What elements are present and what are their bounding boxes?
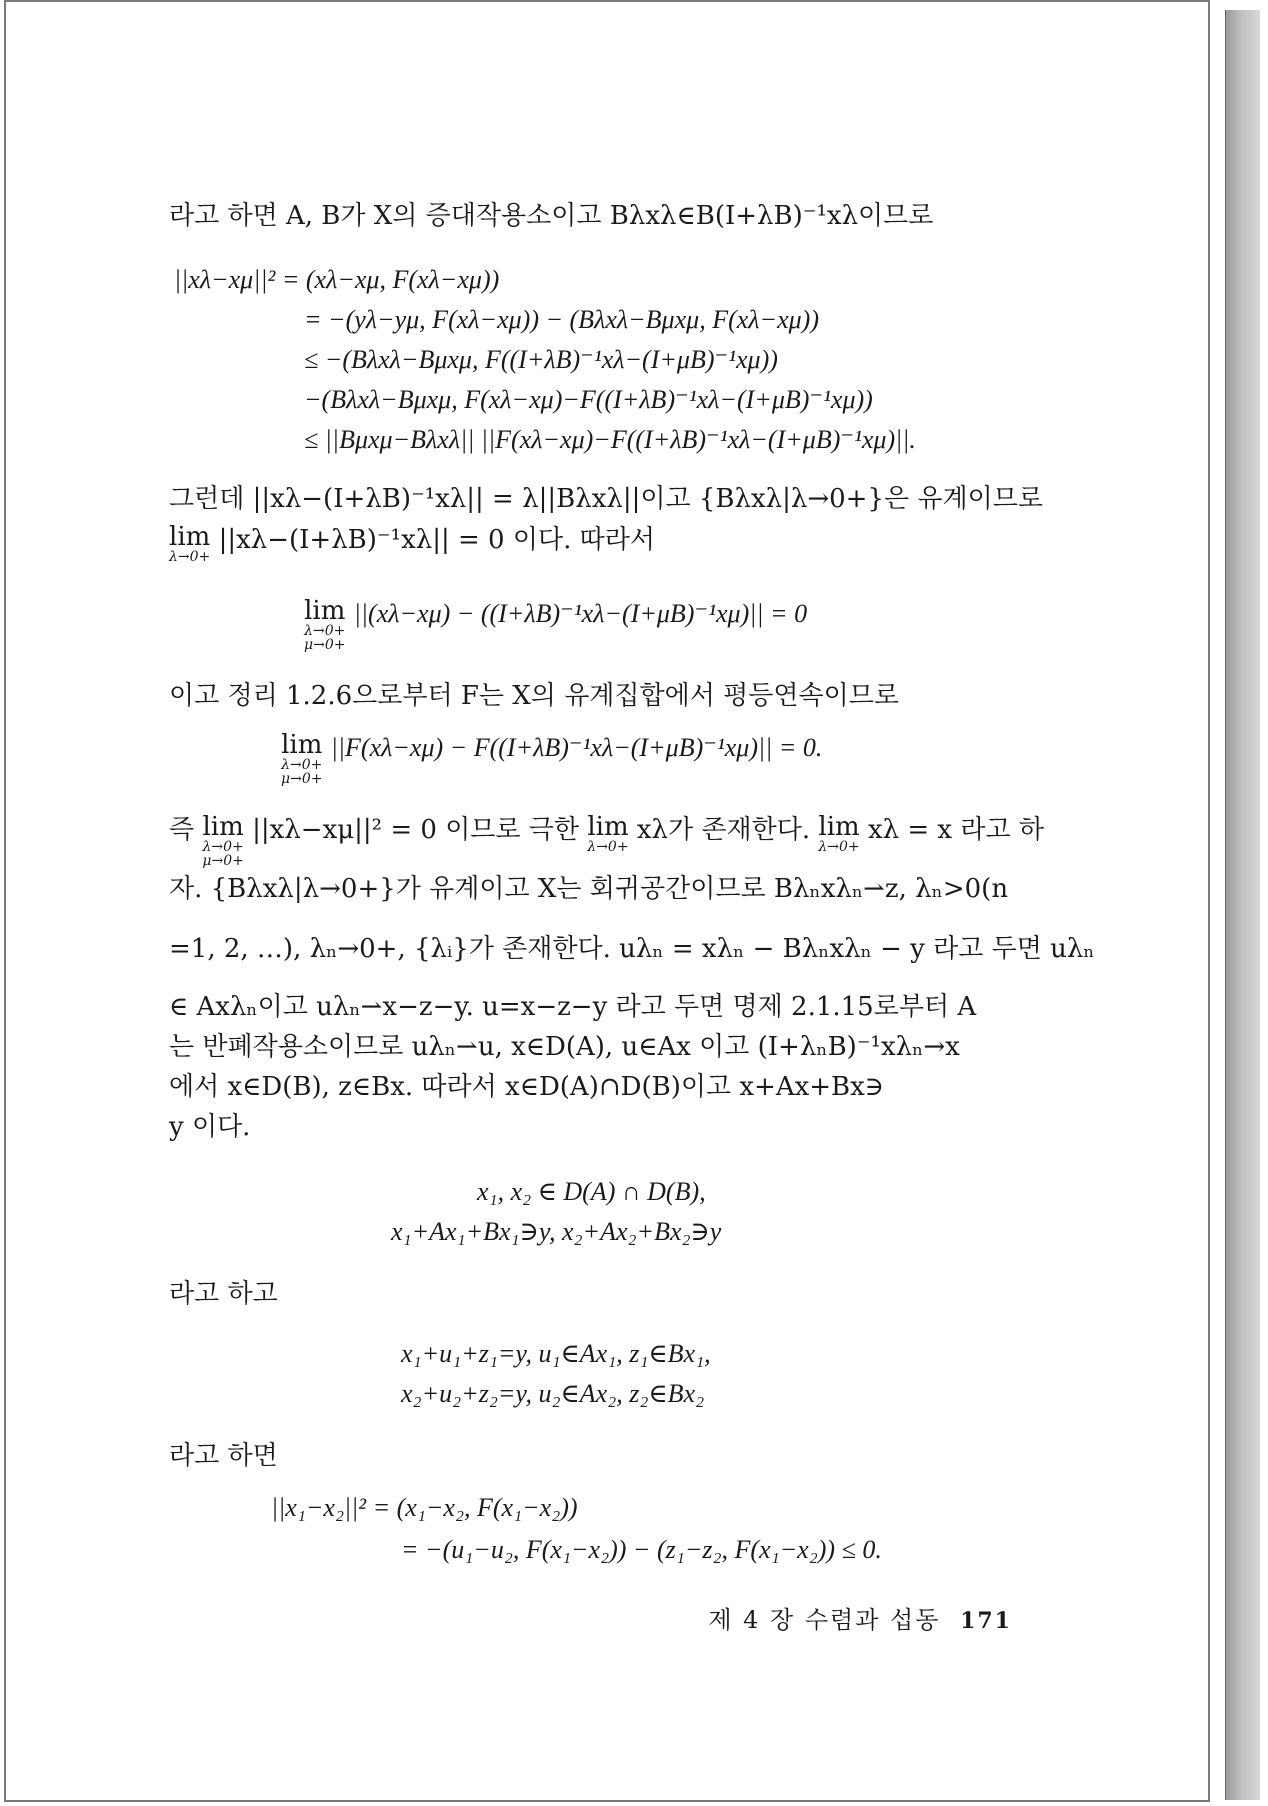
page-edge-shadow — [1225, 10, 1260, 1800]
chapter-title: 제 4 장 수렴과 섭동 — [708, 1606, 941, 1634]
equation-6-line-1: ||x₁−x₂||² = (x₁−x₂, F(x₁−x₂)) — [271, 1493, 578, 1522]
paragraph-3: 이고 정리 1.2.6으로부터 F는 X의 유계집합에서 평등연속이므로 — [169, 681, 899, 711]
equation-4-line-1: x₁, x₂ ∈ D(A) ∩ D(B), — [477, 1177, 706, 1206]
equation-1-line-1: ||xλ−xμ||² = (xλ−xμ, F(xλ−xμ)) — [174, 265, 500, 294]
equation-2: lim λ→0+ μ→0+ ||(xλ−xμ) − ((I+λB)⁻¹xλ−(I+μB)⁻¹xμ)|| = 0 — [304, 596, 808, 653]
paragraph-1: 라고 하면 A, B가 X의 증대작용소이고 Bλxλ∈B(I+λB)⁻¹xλ이므로 — [169, 201, 934, 231]
paragraph-12: 라고 하면 — [169, 1441, 278, 1471]
lim-operator: lim λ→0+ — [169, 522, 211, 565]
book-page — [4, 0, 1210, 1802]
paragraph-11: 라고 하고 — [169, 1279, 278, 1309]
paragraph-4: 즉 lim λ→0+ μ→0+ ||xλ−xμ||² = 0 이므로 극한 lim λ→0+ xλ가 존재한다. lim λ→0+ xλ = x 라고 하 — [169, 812, 1044, 869]
paragraph-6: =1, 2, …), λₙ→0+, {λᵢ}가 존재한다. uλₙ = xλₙ − Bλₙxλₙ − y 라고 두면 uλₙ — [169, 934, 1095, 964]
paragraph-10: y 이다. — [169, 1112, 251, 1142]
paragraph-9: 에서 x∈D(B), z∈Bx. 따라서 x∈D(A)∩D(B)이고 x+Ax+Bx∋ — [169, 1072, 885, 1102]
equation-1-line-2: = −(yλ−yμ, F(xλ−xμ)) − (Bλxλ−Bμxμ, F(xλ−xμ)) — [304, 305, 819, 334]
equation-3: lim λ→0+ μ→0+ ||F(xλ−xμ) − F((I+λB)⁻¹xλ−(I+μB)⁻¹xμ)|| = 0. — [281, 730, 823, 787]
page-footer — [708, 1600, 1012, 1635]
lim-operator: lim λ→0+ — [587, 812, 629, 855]
page-number: 171 — [960, 1608, 1012, 1634]
equation-1-line-4: −(Bλxλ−Bμxμ, F(xλ−xμ)−F((I+λB)⁻¹xλ−(I+μB)⁻¹xμ)) — [304, 385, 873, 414]
equation-4-line-2: x₁+Ax₁+Bx₁∋y, x₂+Ax₂+Bx₂∋y — [391, 1217, 722, 1246]
paragraph-2b: lim λ→0+ ||xλ−(I+λB)⁻¹xλ|| = 0 이다. 따라서 — [169, 522, 655, 565]
equation-1-line-3: ≤ −(Bλxλ−Bμxμ, F((I+λB)⁻¹xλ−(I+μB)⁻¹xμ)) — [304, 345, 778, 374]
lim-operator: lim λ→0+ μ→0+ — [202, 812, 244, 869]
paragraph-7: ∈ Axλₙ이고 uλₙ⇀x−z−y. u=x−z−y 라고 두면 명제 2.1.15로부터 A — [169, 992, 977, 1022]
lim-operator: lim λ→0+ μ→0+ — [281, 730, 323, 787]
equation-6-line-2: = −(u₁−u₂, F(x₁−x₂)) − (z₁−z₂, F(x₁−x₂)) ≤ 0. — [401, 1535, 882, 1564]
paragraph-8: 는 반폐작용소이므로 uλₙ⇀u, x∈D(A), u∈Ax 이고 (I+λₙB)⁻¹xλₙ→x — [169, 1032, 960, 1062]
paragraph-2a: 그런데 ||xλ−(I+λB)⁻¹xλ|| = λ||Bλxλ||이고 {Bλxλ|λ→0+}은 유계이므로 — [169, 484, 1043, 514]
equation-5-line-1: x₁+u₁+z₁=y, u₁∈Ax₁, z₁∈Bx₁, — [401, 1339, 711, 1368]
lim-operator: lim λ→0+ — [818, 812, 860, 855]
equation-1-line-5: ≤ ||Bμxμ−Bλxλ|| ||F(xλ−xμ)−F((I+λB)⁻¹xλ−(I+μB)⁻¹xμ)||. — [304, 425, 916, 454]
equation-5-line-2: x₂+u₂+z₂=y, u₂∈Ax₂, z₂∈Bx₂ — [401, 1379, 705, 1408]
lim-operator: lim λ→0+ μ→0+ — [304, 596, 346, 653]
paragraph-5: 자. {Bλxλ|λ→0+}가 유계이고 X는 회귀공간이므로 Bλₙxλₙ⇀z, λₙ>0(n — [169, 874, 1009, 904]
